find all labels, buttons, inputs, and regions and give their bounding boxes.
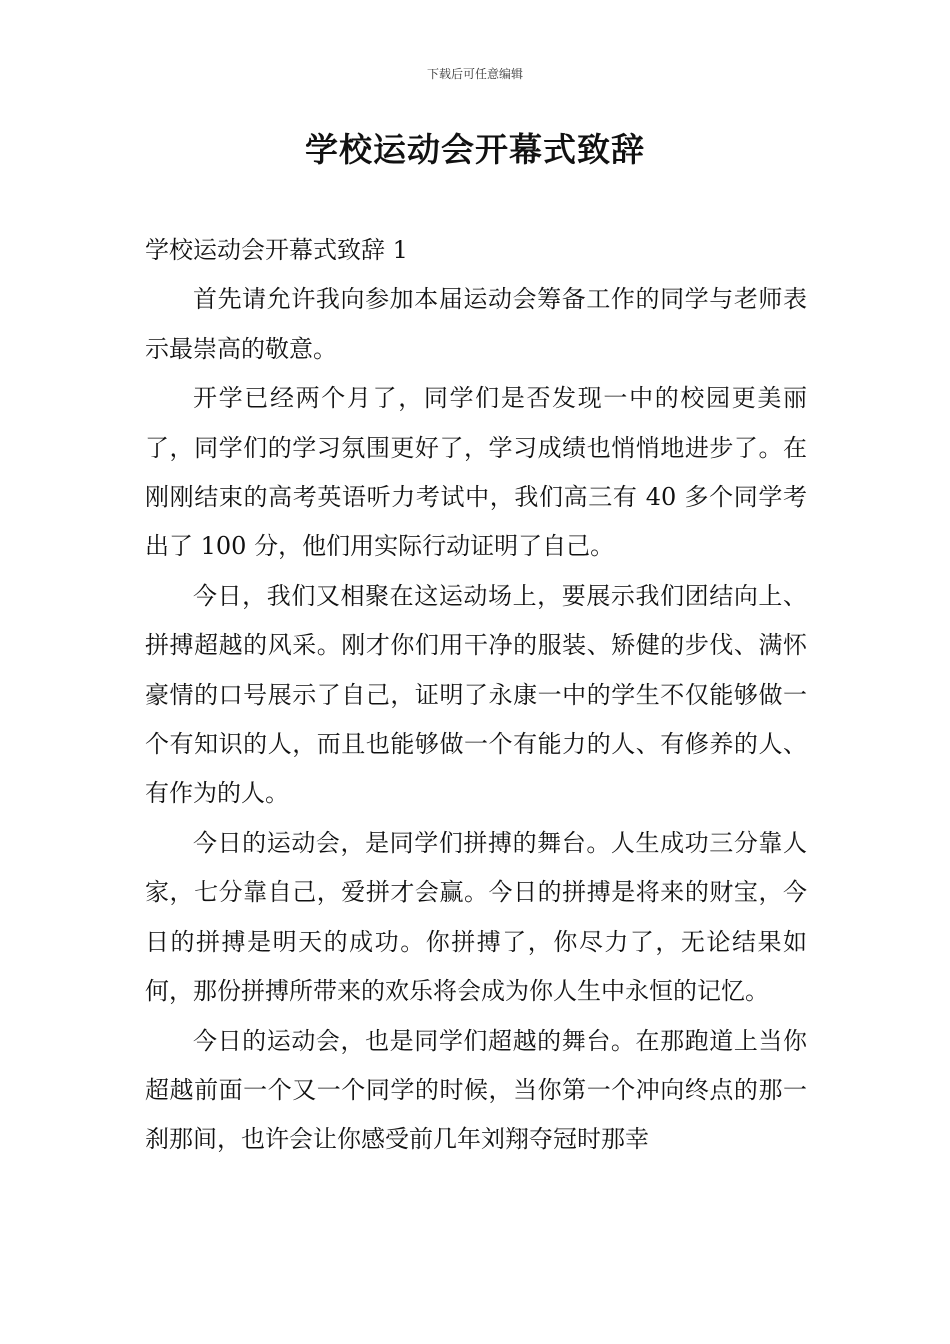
paragraph-4: 今日的运动会，是同学们拼搏的舞台。人生成功三分靠人家，七分靠自己，爱拼才会赢。今日的拼搏是将来的财宝，今日的拼搏是明天的成功。你拼搏了，你尽力了，无论结果如何，那份拼搏所带来的欢乐将会成为你人生中永恒的记忆。 xyxy=(145,828,807,1006)
section-heading: 学校运动会开幕式致辞 1 xyxy=(145,236,408,264)
header-note: 下载后可任意编辑 xyxy=(426,67,523,81)
paragraph-5: 今日的运动会，也是同学们超越的舞台。在那跑道上当你超越前面一个又一个同学的时候，当你第一个冲向终点的那一刹那间，也许会让你感受前几年刘翔夺冠时那幸 xyxy=(145,1026,807,1154)
document-title: 学校运动会开幕式致辞 xyxy=(305,130,645,169)
document-body xyxy=(145,226,807,1165)
paragraph-2: 开学已经两个月了，同学们是否发现一中的校园更美丽了，同学们的学习氛围更好了，学习成绩也悄悄地进步了。在刚刚结束的高考英语听力考试中，我们高三有 40 多个同学考出了 100 分，他们用实际行动证明了自己。 xyxy=(145,384,807,561)
paragraph-3: 今日，我们又相聚在这运动场上，要展示我们团结向上、拼搏超越的风采。刚才你们用干净的服装、矫健的步伐、满怀豪情的口号展示了自己，证明了永康一中的学生不仅能够做一个有知识的人，而且也能够做一个有能力的人、有修养的人、有作为的人。 xyxy=(145,581,807,808)
paragraph-1: 首先请允许我向参加本届运动会筹备工作的同学与老师表示最崇高的敬意。 xyxy=(145,285,807,363)
